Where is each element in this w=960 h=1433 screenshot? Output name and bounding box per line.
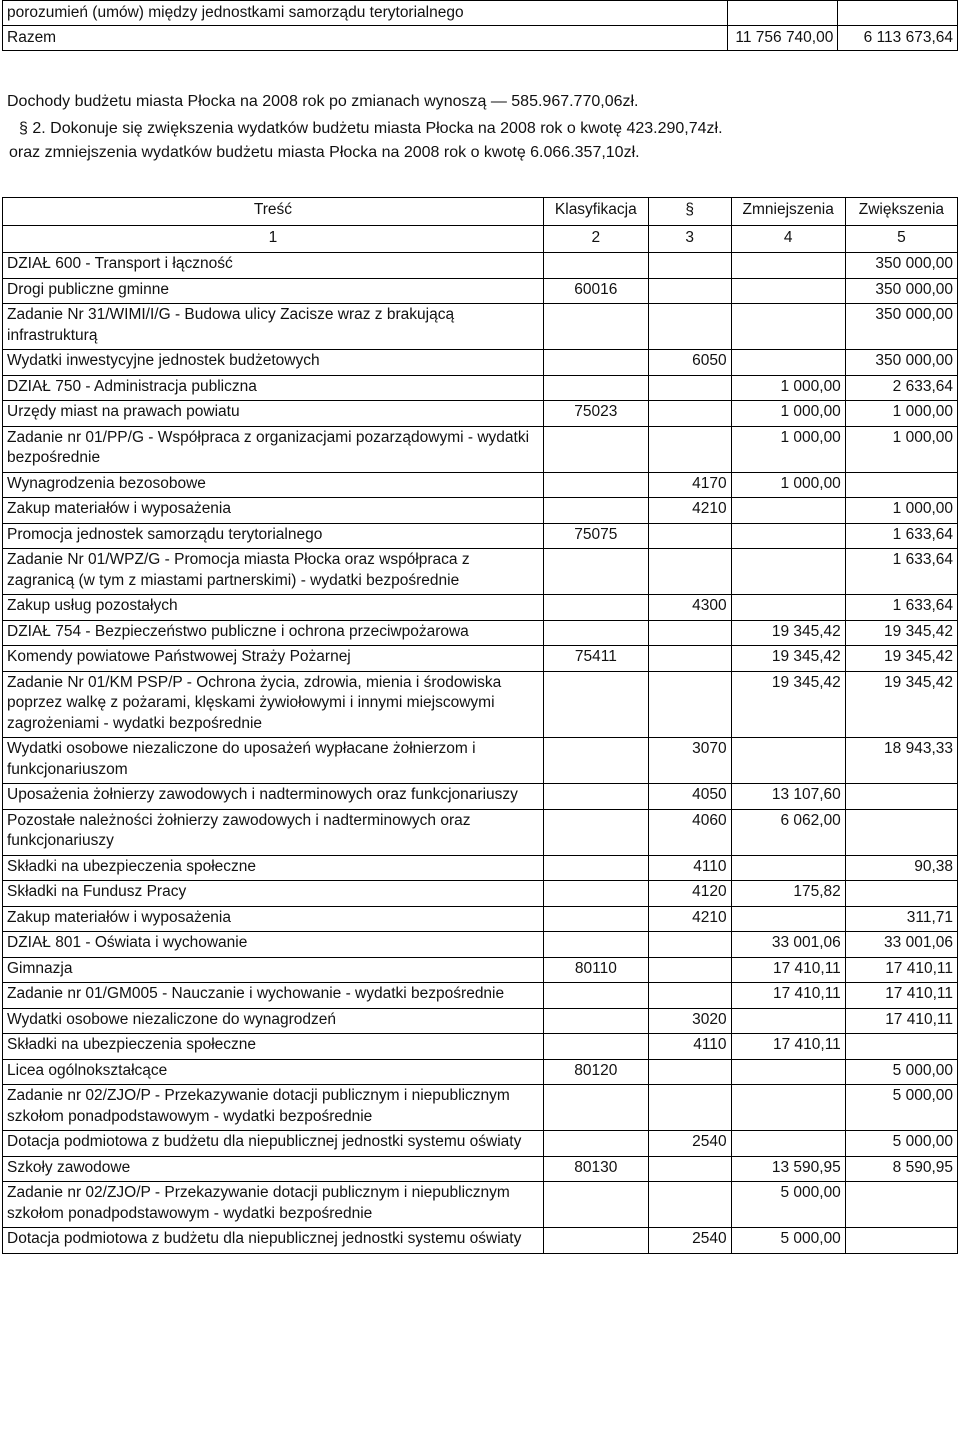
table-row xyxy=(3,253,958,279)
cell-paragraph xyxy=(648,932,731,958)
income-statement: Dochody budżetu miasta Płocka na 2008 rok po zmianach wynoszą — 585.967.770,06zł. xyxy=(7,93,639,110)
table-row xyxy=(3,426,958,472)
table-row xyxy=(3,1034,958,1060)
cell-zmniejszenia xyxy=(731,278,845,304)
cell-klasyfikacja xyxy=(543,350,648,376)
table-row xyxy=(3,855,958,881)
table-row xyxy=(3,957,958,983)
budget-changes-table xyxy=(2,197,958,1254)
cell-zmniejszenia xyxy=(731,1085,845,1131)
cell-zmniejszenia: 17 410,11 xyxy=(731,983,845,1009)
row-label: Razem xyxy=(3,26,728,51)
cell-tresc: Pozostałe należności żołnierzy zawodowych i nadterminowych oraz funkcjonariuszy xyxy=(3,809,544,855)
cell-zmniejszenia: 6 062,00 xyxy=(731,809,845,855)
cell-tresc: Składki na Fundusz Pracy xyxy=(3,881,544,907)
cell-zmniejszenia: 19 345,42 xyxy=(731,620,845,646)
cell-paragraph: 4110 xyxy=(648,855,731,881)
cell-zmniejszenia xyxy=(731,1131,845,1157)
cell-tresc: Zakup usług pozostałych xyxy=(3,595,544,621)
cell-paragraph: 4300 xyxy=(648,595,731,621)
cell-paragraph xyxy=(648,549,731,595)
cell-zwiekszenia xyxy=(845,809,957,855)
column-number-2: 2 xyxy=(543,225,648,253)
cell-paragraph xyxy=(648,957,731,983)
cell-klasyfikacja xyxy=(543,1131,648,1157)
table-row xyxy=(3,906,958,932)
cell-paragraph: 2540 xyxy=(648,1228,731,1254)
cell-zwiekszenia: 1 633,64 xyxy=(845,523,957,549)
table-row xyxy=(3,784,958,810)
cell-zmniejszenia: 5 000,00 xyxy=(731,1228,845,1254)
cell-paragraph: 2540 xyxy=(648,1131,731,1157)
cell-paragraph xyxy=(648,983,731,1009)
cell-tresc: Wydatki osobowe niezaliczone do uposażeń wypłacane żołnierzom i funkcjonariuszom xyxy=(3,738,544,784)
table-row xyxy=(3,1182,958,1228)
cell-zwiekszenia: 350 000,00 xyxy=(845,350,957,376)
cell-tresc: DZIAŁ 754 - Bezpieczeństwo publiczne i ochrona przeciwpożarowa xyxy=(3,620,544,646)
cell-zmniejszenia: 1 000,00 xyxy=(731,426,845,472)
cell-paragraph xyxy=(648,304,731,350)
cell-zwiekszenia: 8 590,95 xyxy=(845,1156,957,1182)
cell-zwiekszenia xyxy=(845,881,957,907)
cell-zmniejszenia: 5 000,00 xyxy=(731,1182,845,1228)
table-row xyxy=(3,401,958,427)
cell-paragraph: 4210 xyxy=(648,498,731,524)
cell-zwiekszenia: 19 345,42 xyxy=(845,620,957,646)
cell-klasyfikacja xyxy=(543,809,648,855)
cell-tresc: Wydatki inwestycyjne jednostek budżetowych xyxy=(3,350,544,376)
header-zwiekszenia: Zwiększenia xyxy=(845,198,957,226)
cell-zwiekszenia: 1 000,00 xyxy=(845,401,957,427)
cell-paragraph xyxy=(648,620,731,646)
cell-paragraph xyxy=(648,1085,731,1131)
cell-tresc: Zadanie nr 01/GM005 - Nauczanie i wychowanie - wydatki bezpośrednie xyxy=(3,983,544,1009)
table-row xyxy=(3,350,958,376)
cell-zmniejszenia: 17 410,11 xyxy=(731,957,845,983)
cell-klasyfikacja: 75023 xyxy=(543,401,648,427)
cell-zwiekszenia: 19 345,42 xyxy=(845,671,957,738)
cell-paragraph xyxy=(648,1156,731,1182)
cell-klasyfikacja xyxy=(543,472,648,498)
row-value-1 xyxy=(727,1,837,26)
cell-klasyfikacja: 80120 xyxy=(543,1059,648,1085)
cell-zwiekszenia: 350 000,00 xyxy=(845,304,957,350)
header-zmniejszenia: Zmniejszenia xyxy=(731,198,845,226)
cell-zwiekszenia xyxy=(845,1182,957,1228)
table-row xyxy=(3,278,958,304)
column-number-4: 4 xyxy=(731,225,845,253)
cell-zmniejszenia: 17 410,11 xyxy=(731,1034,845,1060)
cell-klasyfikacja: 80110 xyxy=(543,957,648,983)
cell-paragraph: 3020 xyxy=(648,1008,731,1034)
cell-zmniejszenia xyxy=(731,595,845,621)
expenses-statement xyxy=(9,117,723,165)
cell-tresc: Drogi publiczne gminne xyxy=(3,278,544,304)
section-sign: § 2. xyxy=(19,120,46,137)
cell-paragraph: 3070 xyxy=(648,738,731,784)
cell-klasyfikacja: 80130 xyxy=(543,1156,648,1182)
expenses-line-1-text: Dokonuje się zwiększenia wydatków budżetu miasta Płocka na 2008 rok o kwotę 423.290,74zł. xyxy=(50,120,723,137)
cell-zmniejszenia: 19 345,42 xyxy=(731,671,845,738)
cell-zmniejszenia xyxy=(731,498,845,524)
cell-tresc: Zakup materiałów i wyposażenia xyxy=(3,498,544,524)
cell-zmniejszenia xyxy=(731,906,845,932)
cell-tresc: Licea ogólnokształcące xyxy=(3,1059,544,1085)
cell-zwiekszenia: 5 000,00 xyxy=(845,1059,957,1085)
cell-tresc: Komendy powiatowe Państwowej Straży Pożarnej xyxy=(3,646,544,672)
table-row xyxy=(3,1131,958,1157)
cell-klasyfikacja xyxy=(543,375,648,401)
cell-tresc: Szkoły zawodowe xyxy=(3,1156,544,1182)
cell-klasyfikacja xyxy=(543,426,648,472)
cell-klasyfikacja xyxy=(543,304,648,350)
column-number-3: 3 xyxy=(648,225,731,253)
cell-zwiekszenia: 1 000,00 xyxy=(845,426,957,472)
cell-klasyfikacja: 75411 xyxy=(543,646,648,672)
table-row xyxy=(3,498,958,524)
cell-zmniejszenia: 1 000,00 xyxy=(731,401,845,427)
cell-zmniejszenia xyxy=(731,855,845,881)
cell-zmniejszenia xyxy=(731,253,845,279)
cell-klasyfikacja xyxy=(543,498,648,524)
table-row xyxy=(3,472,958,498)
column-number-5: 5 xyxy=(845,225,957,253)
cell-tresc: Zadanie nr 01/PP/G - Współpraca z organizacjami pozarządowymi - wydatki bezpośrednie xyxy=(3,426,544,472)
cell-zmniejszenia xyxy=(731,1059,845,1085)
table-row xyxy=(3,620,958,646)
cell-zwiekszenia xyxy=(845,784,957,810)
cell-zwiekszenia: 17 410,11 xyxy=(845,1008,957,1034)
cell-paragraph xyxy=(648,253,731,279)
cell-klasyfikacja xyxy=(543,738,648,784)
cell-klasyfikacja xyxy=(543,983,648,1009)
cell-tresc: Dotacja podmiotowa z budżetu dla niepublicznej jednostki systemu oświaty xyxy=(3,1131,544,1157)
header-tresc: Treść xyxy=(3,198,544,226)
cell-tresc: DZIAŁ 750 - Administracja publiczna xyxy=(3,375,544,401)
cell-paragraph: 4210 xyxy=(648,906,731,932)
row-label: porozumień (umów) między jednostkami samorządu terytorialnego xyxy=(3,1,728,26)
cell-klasyfikacja xyxy=(543,1228,648,1254)
cell-paragraph xyxy=(648,426,731,472)
table-row xyxy=(3,523,958,549)
header-klasyfikacja: Klasyfikacja xyxy=(543,198,648,226)
cell-klasyfikacja: 75075 xyxy=(543,523,648,549)
cell-tresc: Zakup materiałów i wyposażenia xyxy=(3,906,544,932)
previous-table-body xyxy=(3,1,958,51)
cell-paragraph: 4110 xyxy=(648,1034,731,1060)
row-value-1: 11 756 740,00 xyxy=(727,26,837,51)
cell-klasyfikacja xyxy=(543,671,648,738)
cell-tresc: Gimnazja xyxy=(3,957,544,983)
cell-zwiekszenia: 18 943,33 xyxy=(845,738,957,784)
cell-tresc: DZIAŁ 600 - Transport i łączność xyxy=(3,253,544,279)
table-row xyxy=(3,375,958,401)
cell-zwiekszenia: 311,71 xyxy=(845,906,957,932)
cell-klasyfikacja xyxy=(543,906,648,932)
cell-paragraph xyxy=(648,1059,731,1085)
table-row xyxy=(3,646,958,672)
cell-tresc: Dotacja podmiotowa z budżetu dla niepublicznej jednostki systemu oświaty xyxy=(3,1228,544,1254)
cell-zmniejszenia: 1 000,00 xyxy=(731,472,845,498)
cell-paragraph: 4060 xyxy=(648,809,731,855)
table-row xyxy=(3,549,958,595)
cell-tresc: Urzędy miast na prawach powiatu xyxy=(3,401,544,427)
cell-klasyfikacja xyxy=(543,620,648,646)
table-row xyxy=(3,738,958,784)
cell-tresc: Wydatki osobowe niezaliczone do wynagrodzeń xyxy=(3,1008,544,1034)
cell-klasyfikacja xyxy=(543,253,648,279)
table-row xyxy=(3,26,958,51)
cell-zmniejszenia: 175,82 xyxy=(731,881,845,907)
cell-tresc: Zadanie Nr 01/WPZ/G - Promocja miasta Płocka oraz współpraca z zagranicą (w tym z miastami partnerskimi) - wydatki bezpośrednie xyxy=(3,549,544,595)
cell-zwiekszenia: 1 633,64 xyxy=(845,549,957,595)
table-row xyxy=(3,1008,958,1034)
cell-paragraph xyxy=(648,401,731,427)
cell-paragraph xyxy=(648,1182,731,1228)
previous-table-fragment xyxy=(2,0,958,51)
table-header-row xyxy=(3,198,958,226)
expenses-line-2: oraz zmniejszenia wydatków budżetu miasta Płocka na 2008 rok o kwotę 6.066.357,10zł. xyxy=(9,144,640,161)
cell-zmniejszenia: 19 345,42 xyxy=(731,646,845,672)
cell-klasyfikacja xyxy=(543,549,648,595)
cell-zwiekszenia: 350 000,00 xyxy=(845,278,957,304)
cell-klasyfikacja xyxy=(543,1182,648,1228)
cell-tresc: Uposażenia żołnierzy zawodowych i nadterminowych oraz funkcjonariuszy xyxy=(3,784,544,810)
cell-paragraph xyxy=(648,375,731,401)
cell-zwiekszenia xyxy=(845,1034,957,1060)
cell-zwiekszenia: 1 000,00 xyxy=(845,498,957,524)
cell-zwiekszenia: 2 633,64 xyxy=(845,375,957,401)
cell-zwiekszenia: 1 633,64 xyxy=(845,595,957,621)
cell-zwiekszenia: 90,38 xyxy=(845,855,957,881)
cell-tresc: Zadanie nr 02/ZJO/P - Przekazywanie dotacji publicznym i niepublicznym szkołom ponadpodstawowym - wydatki bezpośrednie xyxy=(3,1182,544,1228)
header-paragraph: § xyxy=(648,198,731,226)
cell-zmniejszenia xyxy=(731,1008,845,1034)
cell-zmniejszenia: 13 590,95 xyxy=(731,1156,845,1182)
cell-zmniejszenia xyxy=(731,304,845,350)
cell-zwiekszenia xyxy=(845,1228,957,1254)
cell-zwiekszenia: 350 000,00 xyxy=(845,253,957,279)
cell-paragraph xyxy=(648,671,731,738)
cell-klasyfikacja: 60016 xyxy=(543,278,648,304)
cell-tresc: Zadanie Nr 01/KM PSP/P - Ochrona życia, zdrowia, mienia i środowiska poprzez walkę z pożarami, klęskami żywiołowymi i innymi miejscowymi zagrożeniami - wydatki bezpośrednie xyxy=(3,671,544,738)
cell-paragraph: 4120 xyxy=(648,881,731,907)
cell-klasyfikacja xyxy=(543,595,648,621)
cell-tresc: Składki na ubezpieczenia społeczne xyxy=(3,1034,544,1060)
cell-paragraph xyxy=(648,278,731,304)
table-row xyxy=(3,304,958,350)
cell-tresc: DZIAŁ 801 - Oświata i wychowanie xyxy=(3,932,544,958)
table-column-numbers-row xyxy=(3,225,958,253)
budget-table-body xyxy=(3,253,958,1254)
cell-zmniejszenia xyxy=(731,523,845,549)
cell-paragraph xyxy=(648,646,731,672)
row-value-2: 6 113 673,64 xyxy=(838,26,958,51)
cell-paragraph: 6050 xyxy=(648,350,731,376)
column-number-1: 1 xyxy=(3,225,544,253)
cell-tresc: Zadanie nr 02/ZJO/P - Przekazywanie dotacji publicznym i niepublicznym szkołom ponadpodstawowym - wydatki bezpośrednie xyxy=(3,1085,544,1131)
cell-tresc: Wynagrodzenia bezosobowe xyxy=(3,472,544,498)
table-row xyxy=(3,595,958,621)
cell-klasyfikacja xyxy=(543,1008,648,1034)
cell-klasyfikacja xyxy=(543,881,648,907)
cell-tresc: Składki na ubezpieczenia społeczne xyxy=(3,855,544,881)
cell-klasyfikacja xyxy=(543,932,648,958)
cell-zmniejszenia xyxy=(731,738,845,784)
cell-zwiekszenia: 5 000,00 xyxy=(845,1085,957,1131)
cell-paragraph: 4170 xyxy=(648,472,731,498)
cell-zmniejszenia: 13 107,60 xyxy=(731,784,845,810)
cell-tresc: Zadanie Nr 31/WIMI/I/G - Budowa ulicy Zacisze wraz z brakującą infrastrukturą xyxy=(3,304,544,350)
cell-zwiekszenia: 19 345,42 xyxy=(845,646,957,672)
cell-klasyfikacja xyxy=(543,784,648,810)
table-row xyxy=(3,1228,958,1254)
cell-zwiekszenia: 5 000,00 xyxy=(845,1131,957,1157)
cell-paragraph: 4050 xyxy=(648,784,731,810)
table-row xyxy=(3,809,958,855)
cell-zwiekszenia xyxy=(845,472,957,498)
table-row xyxy=(3,932,958,958)
row-value-2 xyxy=(838,1,958,26)
expenses-line-1 xyxy=(9,117,723,141)
cell-tresc: Promocja jednostek samorządu terytorialnego xyxy=(3,523,544,549)
cell-klasyfikacja xyxy=(543,855,648,881)
table-row xyxy=(3,1156,958,1182)
cell-zmniejszenia: 33 001,06 xyxy=(731,932,845,958)
cell-klasyfikacja xyxy=(543,1034,648,1060)
cell-zmniejszenia: 1 000,00 xyxy=(731,375,845,401)
cell-klasyfikacja xyxy=(543,1085,648,1131)
cell-paragraph xyxy=(648,523,731,549)
cell-zmniejszenia xyxy=(731,549,845,595)
table-row xyxy=(3,671,958,738)
table-row xyxy=(3,1,958,26)
cell-zwiekszenia: 17 410,11 xyxy=(845,983,957,1009)
table-row xyxy=(3,983,958,1009)
cell-zwiekszenia: 17 410,11 xyxy=(845,957,957,983)
table-row xyxy=(3,881,958,907)
cell-zwiekszenia: 33 001,06 xyxy=(845,932,957,958)
table-row xyxy=(3,1059,958,1085)
cell-zmniejszenia xyxy=(731,350,845,376)
table-row xyxy=(3,1085,958,1131)
